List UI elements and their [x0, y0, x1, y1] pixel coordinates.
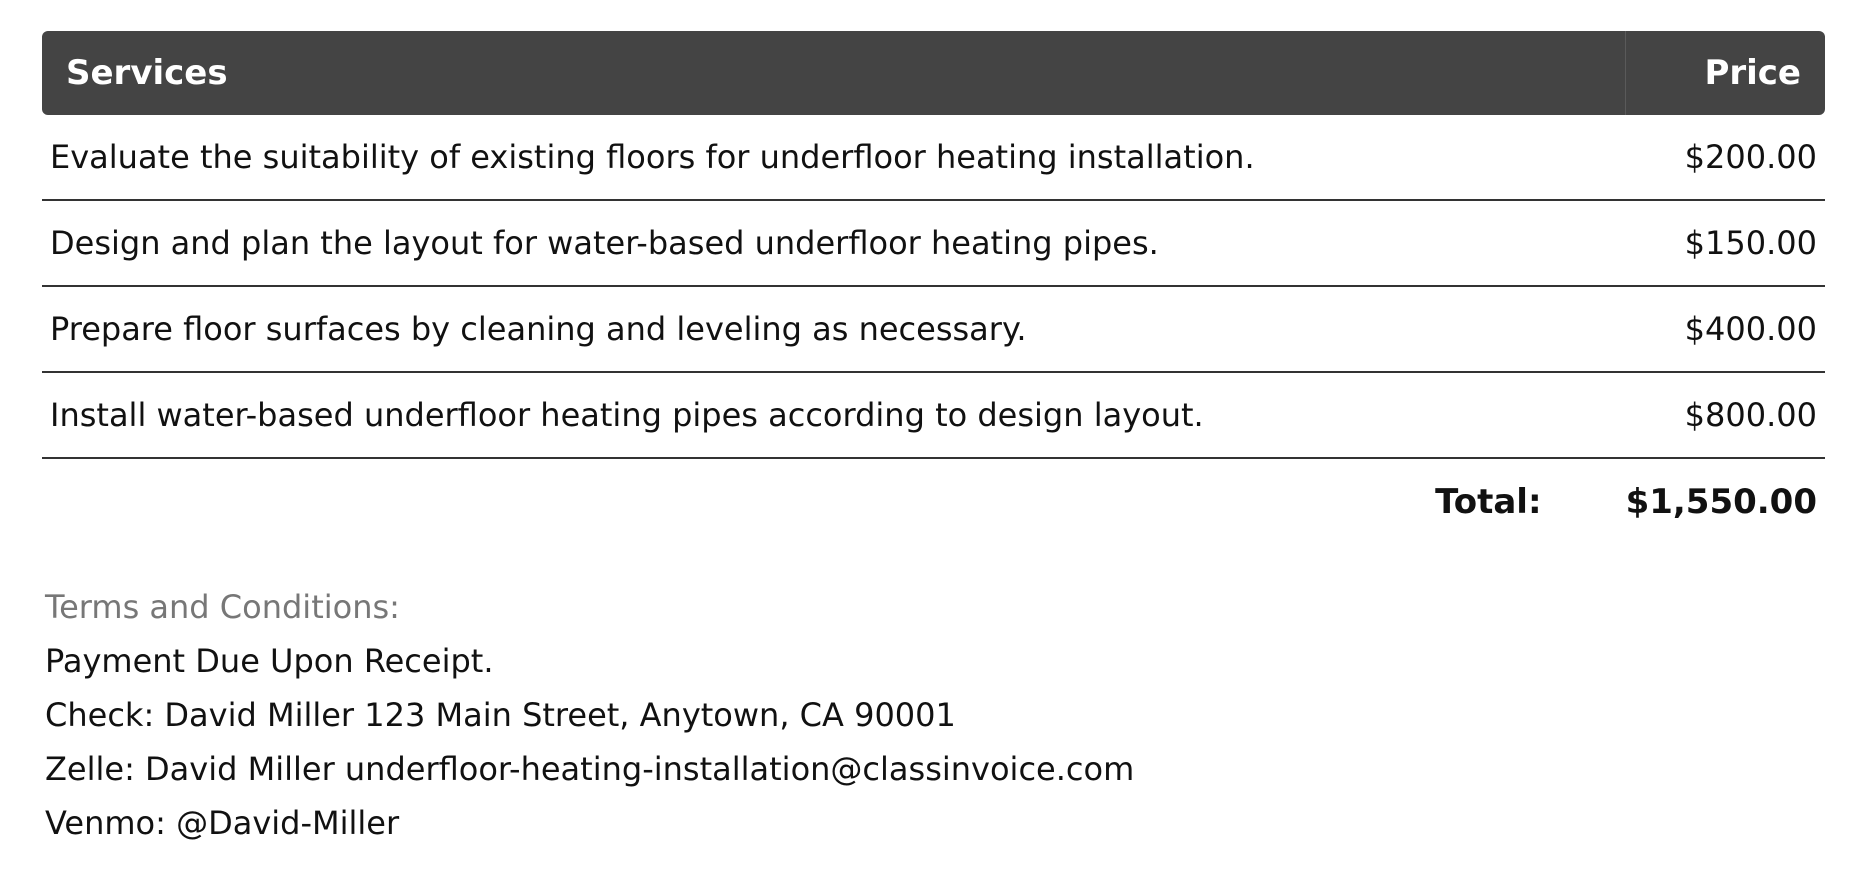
table-header	[42, 31, 1825, 115]
service-price: $150.00	[1684, 224, 1817, 262]
service-price: $200.00	[1684, 138, 1817, 176]
terms-zelle-info: Zelle: David Miller underfloor-heating-installation@classinvoice.com	[45, 750, 1135, 788]
terms-title: Terms and Conditions:	[45, 588, 400, 626]
service-description: Evaluate the suitability of existing floors for underfloor heating installation.	[50, 138, 1255, 176]
table-row	[42, 115, 1825, 201]
total-value: $1,550.00	[1625, 482, 1817, 522]
service-description: Prepare floor surfaces by cleaning and leveling as necessary.	[50, 310, 1027, 348]
total-row	[42, 459, 1825, 545]
terms-check-info: Check: David Miller 123 Main Street, Anytown, CA 90001	[45, 696, 956, 734]
service-description: Design and plan the layout for water-based underfloor heating pipes.	[50, 224, 1159, 262]
table-row	[42, 373, 1825, 459]
service-description: Install water-based underfloor heating pipes according to design layout.	[50, 396, 1204, 434]
invoice-table	[42, 31, 1825, 545]
service-price: $400.00	[1684, 310, 1817, 348]
terms-section	[45, 580, 1134, 850]
total-label: Total:	[1435, 482, 1542, 522]
terms-venmo-info: Venmo: @David-Miller	[45, 804, 400, 842]
terms-payment-due: Payment Due Upon Receipt.	[45, 642, 494, 680]
table-row	[42, 287, 1825, 373]
price-column-header: Price	[1625, 31, 1825, 115]
services-column-header: Services	[66, 53, 228, 93]
table-row	[42, 201, 1825, 287]
service-price: $800.00	[1684, 396, 1817, 434]
